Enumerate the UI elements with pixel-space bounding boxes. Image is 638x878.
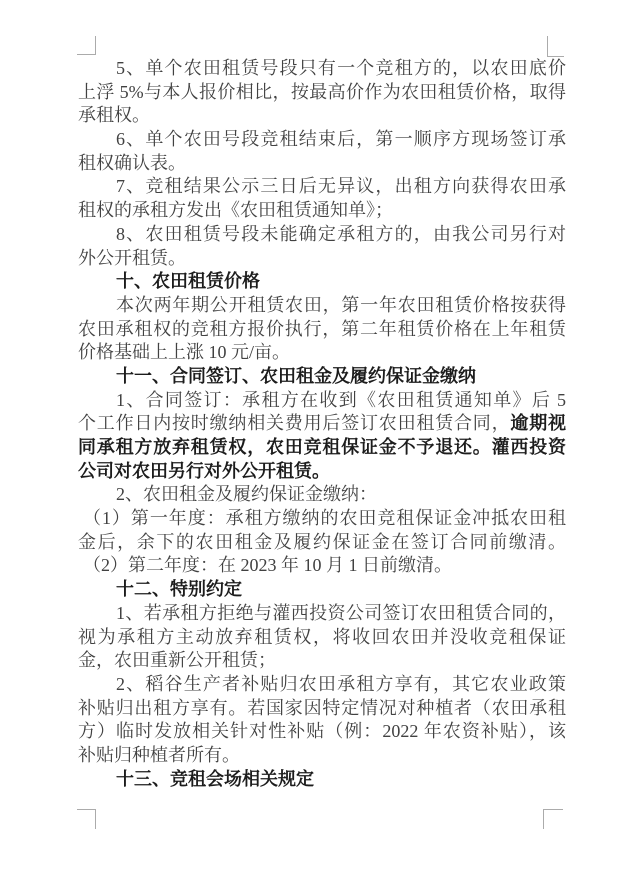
bold-text-segment: 十一、合同签订、农田租金及履约保证金缴纳	[116, 365, 476, 386]
text-segment: 方）临时发放相关针对性补贴（例：2022 年农资补贴），该	[78, 721, 566, 742]
text-line	[78, 602, 566, 626]
text-segment: 6、单个农田号段竞租结束后，第一顺序方现场签订承	[116, 129, 566, 150]
text-line	[78, 697, 566, 721]
text-line	[78, 626, 566, 650]
text-line	[78, 649, 566, 673]
text-line	[78, 720, 566, 744]
text-segment: 个工作日内按时缴纳相关费用后签订农田租赁合同，	[78, 413, 511, 434]
text-boundary-mark-top-right	[547, 36, 564, 57]
text-segment: 外公开租赁。	[78, 247, 186, 268]
text-segment: 1、若承租方拒绝与灌西投资公司签订农田租赁合同的，	[116, 602, 566, 623]
text-line	[78, 104, 566, 128]
text-segment: 补贴归出租方享有。若国家因特定情况对种植者（农田承租	[78, 697, 566, 718]
text-line	[78, 81, 566, 105]
text-segment: 金，农田重新公开租赁；	[78, 650, 276, 671]
bold-text-segment: 十、农田租赁价格	[116, 271, 260, 292]
text-segment: 租权确认表。	[78, 152, 186, 173]
bold-text-segment: 十二、特别约定	[116, 579, 242, 600]
text-segment: 租权的承租方发出《农田租赁通知单》；	[78, 200, 393, 221]
text-segment: 2、稻谷生产者补贴归农田承租方享有，其它农业政策	[116, 673, 566, 694]
text-line	[78, 412, 566, 436]
text-segment: 农田承租权的竞租方报价执行，第二年租赁价格在上年租赁	[78, 318, 566, 339]
text-segment: 本次两年期公开租赁农田，第一年农田租赁价格按获得	[116, 294, 566, 315]
text-boundary-mark-top-left	[77, 36, 96, 55]
text-segment: 承租权。	[78, 105, 150, 126]
text-segment: 5、单个农田租赁号段只有一个竞租方的，以农田底价	[116, 58, 566, 78]
text-line	[78, 365, 566, 389]
bold-text-segment: 同承租方放弃租赁权，农田竞租保证金不予退还。灌西投资	[78, 437, 566, 457]
text-segment: 价格基础上上涨 10 元/亩。	[78, 342, 290, 363]
text-line	[78, 318, 566, 342]
text-segment: 视为承租方主动放弃租赁权，将收回农田并没收竞租保证	[78, 626, 566, 647]
text-line	[78, 341, 566, 365]
text-segment: （1）第一年度：承租方缴纳的农田竞租保证金冲抵农田租	[83, 508, 566, 529]
text-line	[78, 483, 566, 507]
text-line	[78, 578, 566, 602]
text-line	[78, 531, 566, 555]
text-line	[78, 436, 566, 460]
text-segment: 8、农田租赁号段未能确定承租方的，由我公司另行对	[116, 223, 566, 244]
text-boundary-mark-bottom-left	[77, 809, 96, 829]
text-segment: 金后，余下的农田租金及履约保证金在签订合同前缴清。	[78, 531, 566, 552]
text-boundary-mark-bottom-right	[543, 809, 563, 829]
bold-text-segment: 逾期视	[510, 413, 567, 434]
text-line	[78, 389, 566, 413]
text-line	[78, 223, 566, 247]
text-line	[78, 57, 566, 81]
text-line	[78, 175, 566, 199]
text-line	[78, 270, 566, 294]
text-segment: 7、竞租结果公示三日后无异议，出租方向获得农田承	[116, 176, 566, 197]
document-text	[78, 57, 566, 791]
text-line	[78, 460, 566, 484]
text-segment: 上浮 5%与本人报价相比，按最高价作为农田租赁价格，取得	[78, 81, 566, 102]
bold-text-segment: 十三、竞租会场相关规定	[116, 768, 314, 789]
text-line	[78, 128, 566, 152]
text-segment: 1、合同签订：承租方在收到《农田租赁通知单》后 5	[116, 389, 566, 410]
text-segment: 补贴归种植者所有。	[78, 744, 240, 765]
bold-text-segment: 公司对农田另行对外公开租赁。	[78, 460, 330, 481]
text-line	[78, 554, 566, 578]
text-line	[78, 673, 566, 697]
text-line	[78, 507, 566, 531]
text-line	[78, 152, 566, 176]
text-line	[78, 744, 566, 768]
text-line	[78, 247, 566, 271]
text-segment: 2、农田租金及履约保证金缴纳：	[116, 484, 377, 505]
text-line	[78, 768, 566, 792]
text-segment: （2）第二年度：在 2023 年 10 月 1 日前缴清。	[83, 555, 452, 576]
text-line	[78, 199, 566, 223]
text-line	[78, 294, 566, 318]
